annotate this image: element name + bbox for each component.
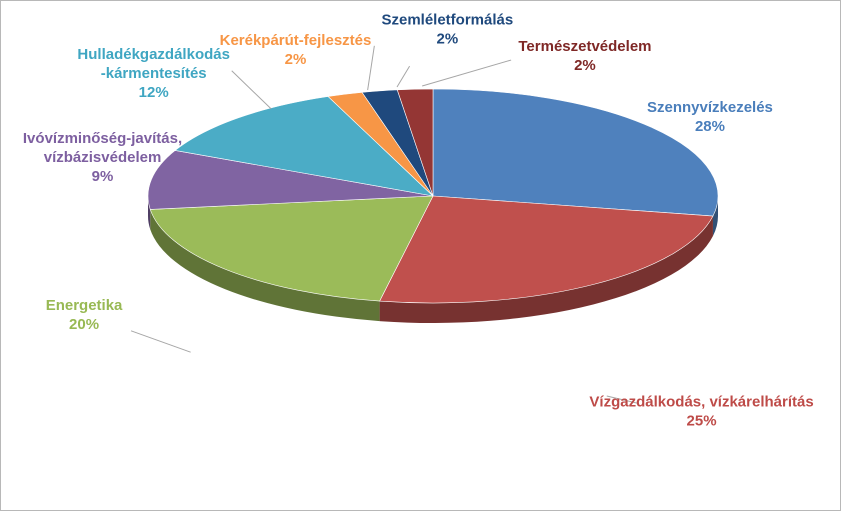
data-label: Ivóvízminőség-javítás, vízbázisvédelem 9% xyxy=(22,130,183,186)
leader-line xyxy=(232,71,271,109)
data-label: Hulladékgazdálkodás -kármentesítés 12% xyxy=(77,46,230,102)
data-label: Szemléletformálás 2% xyxy=(381,11,514,48)
leader-line xyxy=(131,331,191,352)
data-label: Szennyvízkezelés 28% xyxy=(647,98,773,135)
leader-line xyxy=(422,60,511,86)
data-label: Energetika 20% xyxy=(45,296,123,333)
leader-line xyxy=(397,66,410,87)
pie-slices xyxy=(148,89,718,303)
pie-chart xyxy=(1,1,840,510)
data-label: Kerékpárút-fejlesztés 2% xyxy=(219,31,372,68)
leader-line xyxy=(368,46,375,90)
data-label: Természetvédelem 2% xyxy=(518,37,652,74)
data-label: Vízgazdálkodás, vízkárelhárítás 25% xyxy=(589,393,814,430)
